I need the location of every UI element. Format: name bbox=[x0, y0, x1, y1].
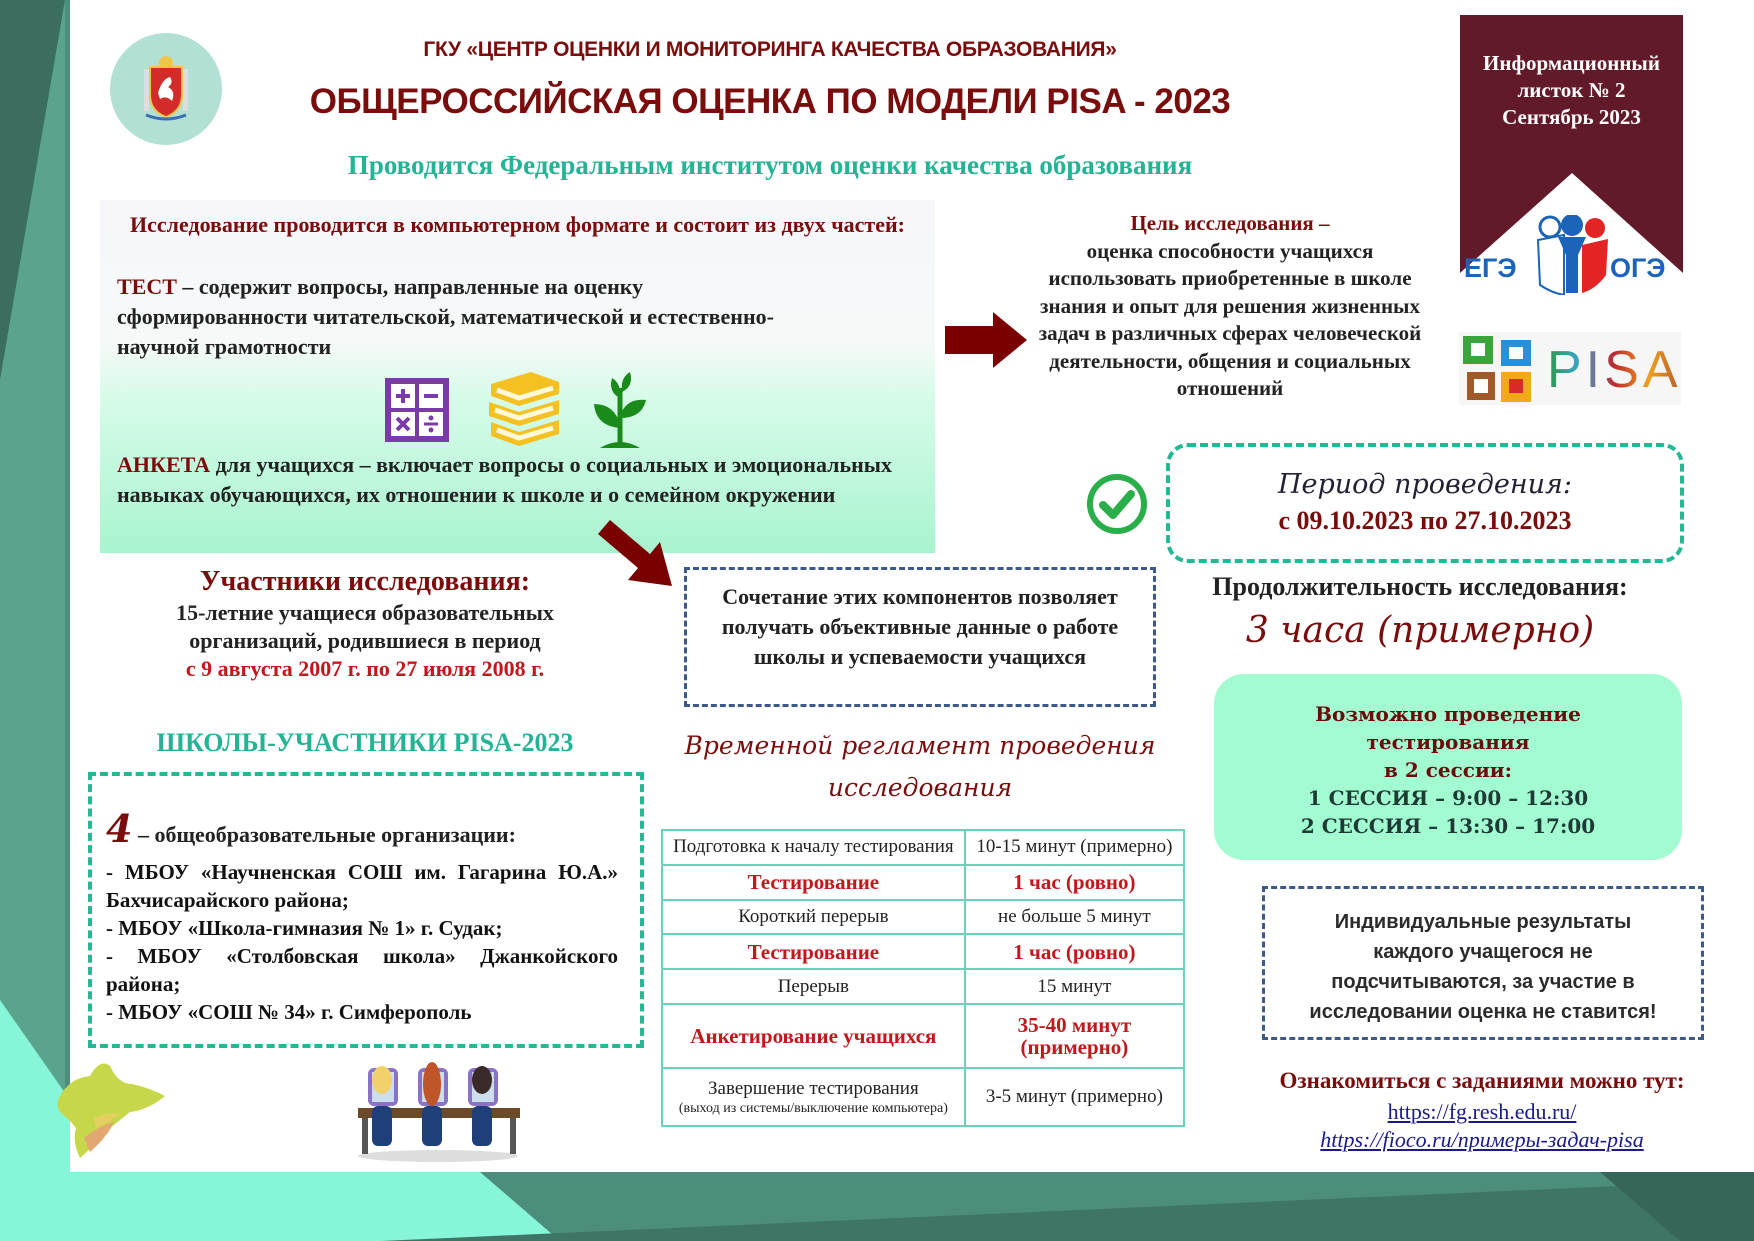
shield-icon bbox=[110, 33, 222, 145]
page-title: ОБЩЕРОССИЙСКАЯ ОЦЕНКА ПО МОДЕЛИ PISA - 2023 bbox=[309, 82, 1231, 121]
schools-list bbox=[106, 858, 618, 1026]
links-heading: Ознакомиться с заданиями можно тут: bbox=[1279, 1068, 1685, 1093]
schools-count: 4 bbox=[106, 806, 133, 851]
period-label: Период проведения: bbox=[1277, 469, 1572, 500]
survey-description bbox=[117, 450, 917, 510]
schedule-title bbox=[650, 725, 1190, 809]
checkmark-icon bbox=[1085, 472, 1149, 536]
test-text: – содержит вопросы, направленные на оценку сформированности читательской, математической и естественно-научной грамотности bbox=[117, 274, 774, 359]
sessions-heading-3: в 2 сессии: bbox=[1383, 758, 1513, 782]
combination-box bbox=[684, 567, 1156, 707]
banner-line-3: Сентябрь 2023 bbox=[1502, 105, 1641, 129]
plant-icon bbox=[590, 368, 650, 448]
school-item: - МБОУ «Столбовская школа» Джанкойского района; bbox=[106, 944, 618, 996]
info-sheet-banner bbox=[1460, 15, 1683, 300]
schedule-row bbox=[662, 934, 1184, 969]
schedule-row bbox=[662, 865, 1184, 900]
study-goal bbox=[1030, 210, 1430, 403]
time-cell: 1 час (ровно) bbox=[965, 934, 1184, 969]
pisa-wordmark: PISA bbox=[1547, 341, 1682, 399]
stage-cell bbox=[662, 1068, 965, 1126]
books-icon bbox=[483, 370, 565, 448]
test-description bbox=[117, 272, 817, 362]
time-cell: 3-5 минут (примерно) bbox=[965, 1068, 1184, 1126]
arrow-right-icon bbox=[945, 312, 1027, 368]
schedule-row bbox=[662, 969, 1184, 1004]
oge-label: ОГЭ bbox=[1610, 253, 1666, 283]
time-cell: 15 минут bbox=[965, 969, 1184, 1004]
crimea-map-icon bbox=[50, 1048, 170, 1163]
pisa-logo bbox=[1459, 332, 1681, 405]
stage-text: Завершение тестирования bbox=[708, 1077, 919, 1099]
study-format-box bbox=[100, 200, 935, 553]
session-2: 2 СЕССИЯ – 13:30 – 17:00 bbox=[1300, 814, 1596, 838]
individual-results-text: Индивидуальные результаты каждого учащегося не подсчитываются, за участие в исследовании оценка не ставится! bbox=[1309, 911, 1657, 1023]
stage-cell: Короткий перерыв bbox=[662, 900, 965, 935]
page-subtitle: Проводится Федеральным институтом оценки качества образования bbox=[347, 150, 1193, 180]
survey-text: для учащихся – включает вопросы о социальных и эмоциональных навыках обучающихся, их отношении к школе и о семейном окружении bbox=[117, 452, 892, 507]
duration-value: 3 часа (примерно) bbox=[1245, 610, 1595, 651]
sessions-heading-2: тестирования bbox=[1366, 730, 1530, 754]
period-dates: с 09.10.2023 по 27.10.2023 bbox=[1278, 506, 1572, 535]
duration-label: Продолжительность исследования: bbox=[1212, 572, 1628, 601]
coat-of-arms-logo bbox=[110, 33, 222, 145]
stage-cell: Тестирование bbox=[662, 934, 965, 969]
sessions-box bbox=[1214, 674, 1682, 860]
session-1: 1 СЕССИЯ – 9:00 – 12:30 bbox=[1307, 786, 1589, 810]
goal-text: оценка способности учащихся использовать приобретенные в школе знания и опыт для решения жизненных задач в различных сферах человеческой деятельности, общения и социальных отношений bbox=[1038, 238, 1422, 400]
participants-dates: с 9 августа 2007 г. по 27 июля 2008 г. bbox=[185, 656, 545, 681]
schedule-row bbox=[662, 1068, 1184, 1126]
ege-oge-logo bbox=[1460, 215, 1683, 295]
schedule-title-line-2: исследования bbox=[827, 773, 1013, 802]
banner-line-2: листок № 2 bbox=[1517, 78, 1626, 102]
time-cell: 35-40 минут (примерно) bbox=[965, 1004, 1184, 1068]
ege-label: ЕГЭ bbox=[1464, 253, 1517, 283]
stage-cell: Перерыв bbox=[662, 969, 965, 1004]
schools-count-label: – общеобразовательные организации: bbox=[132, 822, 516, 847]
calculator-icon bbox=[382, 375, 452, 445]
survey-label: АНКЕТА bbox=[117, 452, 211, 477]
sessions-heading-1: Возможно проведение bbox=[1315, 702, 1581, 726]
schools-box bbox=[88, 772, 644, 1048]
links-block bbox=[1210, 1065, 1754, 1153]
students-at-computers-icon bbox=[350, 1058, 525, 1163]
school-item: - МБОУ «Школа-гимназия № 1» г. Судак; bbox=[106, 916, 503, 940]
time-cell: 10-15 минут (примерно) bbox=[965, 830, 1184, 865]
banner-line-1: Информационный bbox=[1483, 51, 1660, 75]
stage-note: (выход из системы/выключение компьютера) bbox=[678, 1100, 948, 1116]
stage-cell: Подготовка к началу тестирования bbox=[662, 830, 965, 865]
stage-cell: Анкетирование учащихся bbox=[662, 1004, 965, 1068]
time-cell: 1 час (ровно) bbox=[965, 865, 1184, 900]
organization-name: ГКУ «ЦЕНТР ОЦЕНКИ И МОНИТОРИНГА КАЧЕСТВА ОБРАЗОВАНИЯ» bbox=[423, 38, 1117, 61]
schedule-row bbox=[662, 1004, 1184, 1068]
school-item: - МБОУ «СОШ № 34» г. Симферополь bbox=[106, 1000, 472, 1024]
individual-results-box bbox=[1262, 886, 1704, 1040]
schedule-row bbox=[662, 900, 1184, 935]
participants-block bbox=[100, 565, 630, 683]
stage-cell: Тестирование bbox=[662, 865, 965, 900]
schedule-row bbox=[662, 830, 1184, 865]
school-item: - МБОУ «Научненская СОШ им. Гагарина Ю.А.» Бахчисарайского района; bbox=[106, 860, 618, 912]
schedule-title-line-1: Временной регламент проведения bbox=[684, 731, 1156, 760]
format-intro: Исследование проводится в компьютерном формате и состоит из двух частей: bbox=[130, 212, 905, 237]
combination-text: Сочетание этих компонентов позволяет получать объективные данные о работе школы и успеваемости учащихся bbox=[721, 584, 1119, 669]
schools-title: ШКОЛЫ-УЧАСТНИКИ PISA-2023 bbox=[156, 728, 574, 757]
schools-count-line bbox=[106, 806, 516, 851]
participants-heading: Участники исследования: bbox=[199, 566, 531, 597]
goal-heading: Цель исследования – bbox=[1130, 211, 1330, 235]
time-cell: не больше 5 минут bbox=[965, 900, 1184, 935]
schedule-table bbox=[661, 829, 1185, 1127]
test-label: ТЕСТ bbox=[117, 274, 177, 299]
pisa-cubes-icon bbox=[1459, 332, 1539, 405]
link-fg-resh[interactable]: https://fg.resh.edu.ru/ bbox=[1387, 1099, 1577, 1124]
link-fioco[interactable]: https://fioco.ru/примеры-задач-pisa bbox=[1320, 1127, 1644, 1152]
participants-text: 15-летние учащиеся образовательных организаций, родившиеся в период bbox=[176, 600, 554, 653]
period-box bbox=[1166, 443, 1684, 563]
